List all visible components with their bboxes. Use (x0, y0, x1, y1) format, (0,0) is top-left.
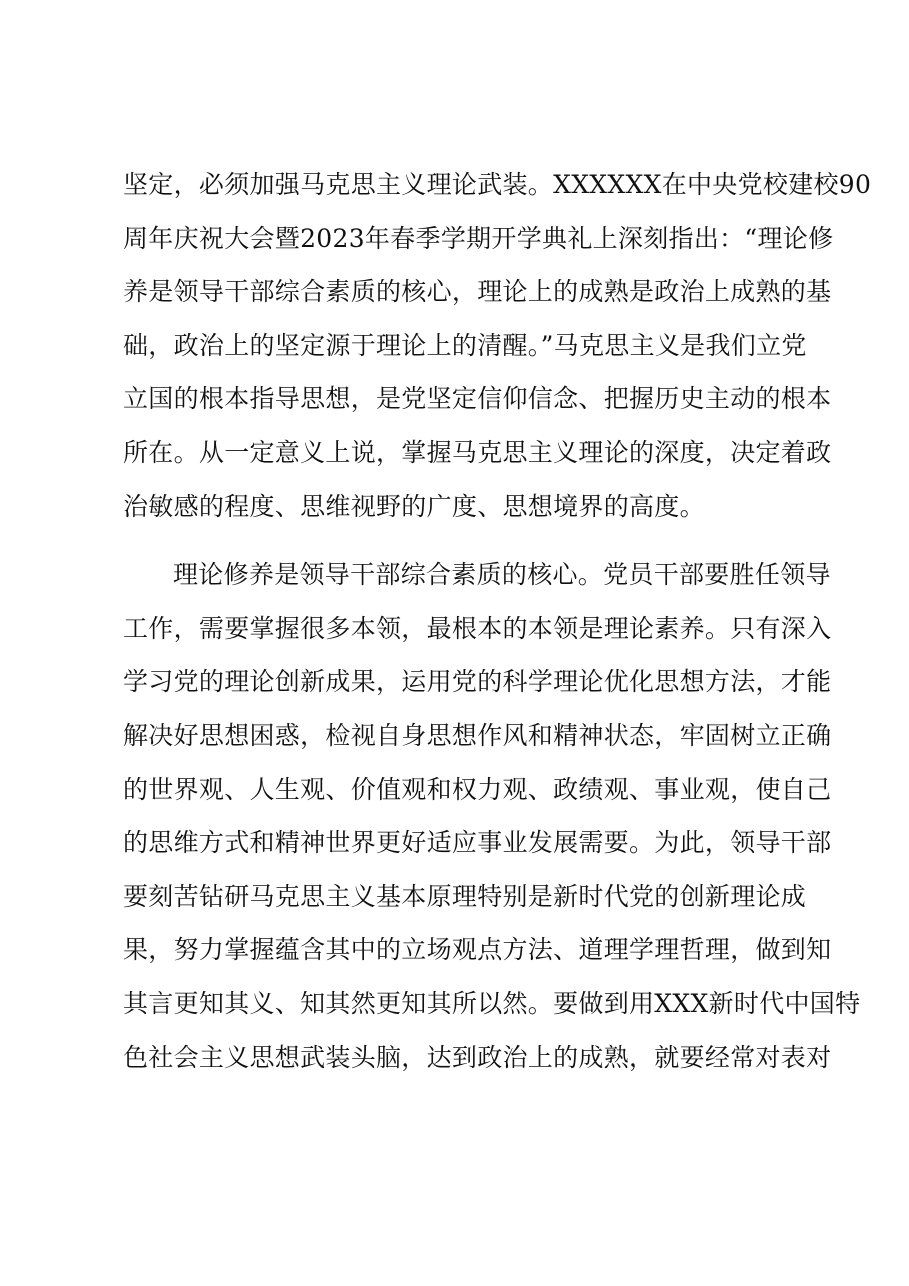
paragraph-gap (123, 533, 803, 548)
paragraph-line: 工作，需要掌握很多本领，最根本的本领是理论素养。只有深入 (123, 613, 832, 643)
document-body (123, 158, 872, 1084)
paragraph-line: 坚定，必须加强马克思主义理论武装。XXXXXX在中央党校建校90 (123, 170, 872, 199)
paragraph-line: 所在。从一定意义上说，掌握马克思主义理论的深度，决定着政 (123, 437, 832, 467)
paragraph-line: 础，政治上的坚定源于理论上的清醒。”马克思主义是我们立党 (123, 330, 807, 360)
paragraph-line: 理论修养是领导干部综合素质的核心。党员干部要胜任领导 (173, 560, 831, 590)
paragraph-line: 要刻苦钻研马克思主义基本原理特别是新时代党的创新理论成 (123, 881, 807, 911)
paragraph-line: 立国的根本指导思想，是党坚定信仰信念、把握历史主动的根本 (123, 384, 832, 414)
paragraph-line: 其言更知其义、知其然更知其所以然。要做到用XXX新时代中国特 (123, 988, 861, 1018)
paragraph-line: 治敏感的程度、思维视野的广度、思想境界的高度。 (123, 491, 705, 521)
paragraph-line: 周年庆祝大会暨2023年春季学期开学典礼上深刻指出：“理论修 (123, 223, 834, 253)
paragraph-line: 养是领导干部综合素质的核心，理论上的成熟是政治上成熟的基 (123, 277, 832, 307)
paragraph-line: 果，努力掌握蕴含其中的立场观点方法、道理学理哲理，做到知 (123, 935, 832, 965)
paragraph-line: 的思维方式和精神世界更好适应事业发展需要。为此，领导干部 (123, 828, 832, 858)
paragraph-line: 色社会主义思想武装头脑，达到政治上的成熟，就要经常对表对 (123, 1042, 832, 1072)
paragraph-2 (123, 548, 861, 1084)
paragraph-line: 解决好思想困惑，检视自身思想作风和精神状态，牢固树立正确 (123, 720, 832, 750)
paragraph-1 (123, 158, 872, 533)
paragraph-line: 学习党的理论创新成果，运用党的科学理论优化思想方法，才能 (123, 667, 832, 697)
paragraph-line: 的世界观、人生观、价值观和权力观、政绩观、事业观，使自己 (123, 774, 832, 804)
